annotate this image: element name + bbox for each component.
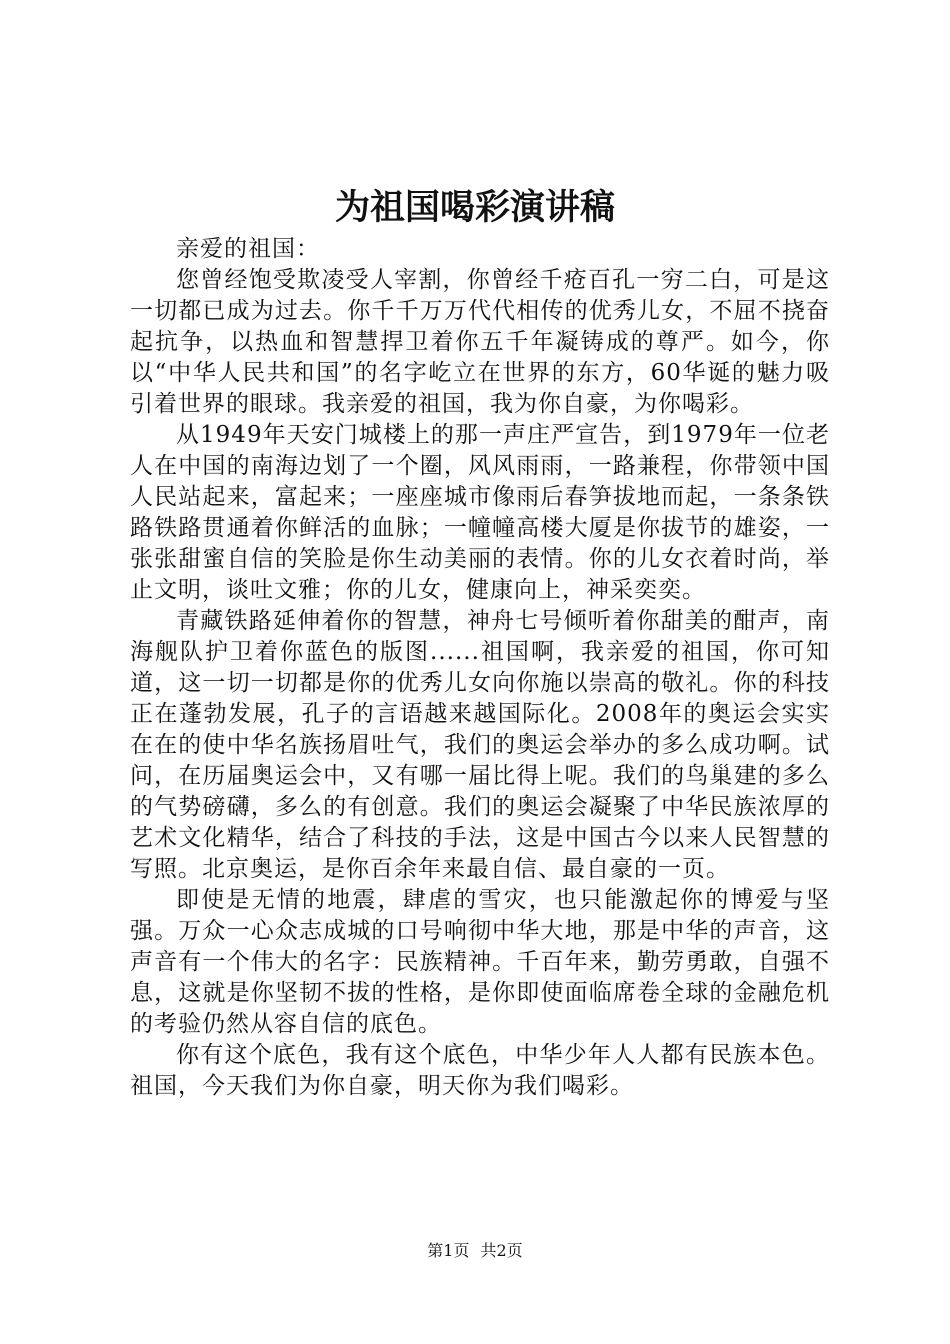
paragraph: 您曾经饱受欺凌受人宰割，你曾经千疮百孔一穷二白，可是这一切都已成为过去。你千千万万代代相传的优秀儿女，不屈不挠奋起抗争，以热血和智慧捍卫着你五千年凝铸成的尊严。如今，你以“中华人民共和国”的名字屹立在世界的东方，60华诞的魅力吸引着世界的眼球。我亲爱的祖国，我为你自豪，为你喝彩。	[130, 267, 830, 417]
paragraph: 从1949年天安门城楼上的那一声庄严宣告，到1979年一位老人在中国的南海边划了一个圈，风风雨雨，一路兼程，你带领中国人民站起来，富起来；一座座城市像雨后春笋拔地而起，一条条铁路铁路贯通着你鲜活的血脉；一幢幢高楼大厦是你拔节的雄姿，一张张甜蜜自信的笑脸是你生动美丽的表情。你的儿女衣着时尚，举止文明，谈吐文雅；你的儿女，健康向上，神采奕奕。	[130, 422, 830, 603]
document-title: 为祖国喝彩演讲稿	[334, 187, 615, 228]
paragraph: 青藏铁路延伸着你的智慧，神舟七号倾听着你甜美的酣声，南海舰队护卫着你蓝色的版图......祖国啊，我亲爱的祖国，你可知道，这一切一切都是你的优秀儿女向你施以崇高的敬礼。你的科技正在蓬勃发展，孔子的言语越来越国际化。2008年的奥运会实实在在的使中华名族扬眉吐气，我们的奥运会举办的多么成功啊。试问，在历届奥运会中，又有哪一届比得上呢。我们的鸟巢建的多么的气势磅礴，多么的有创意。我们的奥运会凝聚了中华民族浓厚的艺术文化精华，结合了科技的手法，这是中国古今以来人民智慧的写照。北京奥运，是你百余年来最自信、最自豪的一页。	[130, 608, 830, 882]
salutation: 亲爱的祖国：	[176, 236, 320, 262]
page-footer	[0, 1240, 950, 1262]
paragraph: 你有这个底色，我有这个底色，中华少年人人都有民族本色。祖国，今天我们为你自豪，明天你为我们喝彩。	[130, 1042, 830, 1099]
document-body	[130, 234, 830, 1102]
paragraph: 即使是无情的地震，肆虐的雪灾，也只能激起你的博爱与坚强。万众一心众志成城的口号响彻中华大地，那是中华的声音，这声音有一个伟大的名字：民族精神。千百年来，勤劳勇敢，自强不息，这就是你坚韧不拔的性格，是你即使面临席卷全球的金融危机的考验仍然从容自信的底色。	[130, 887, 830, 1037]
page-number: 第1页	[427, 1241, 470, 1260]
total-pages: 共2页	[480, 1241, 523, 1260]
